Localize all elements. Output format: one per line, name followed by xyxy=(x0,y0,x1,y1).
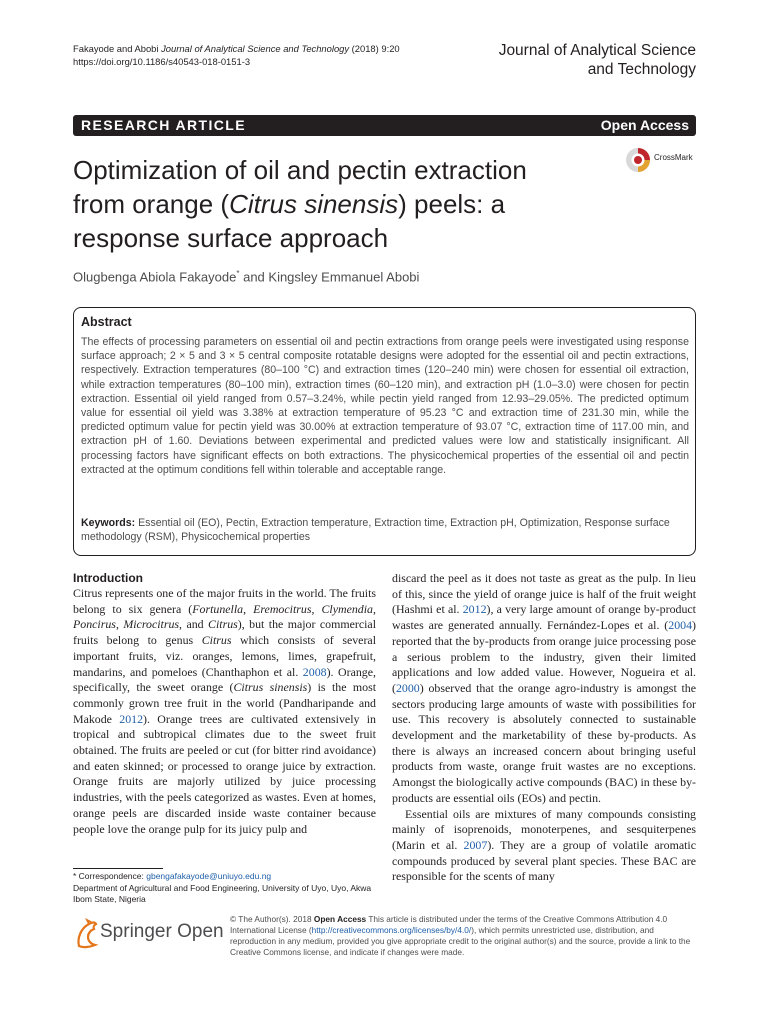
license-link[interactable]: http://creativecommons.org/licenses/by/4.0/ xyxy=(311,925,472,935)
keywords-label: Keywords: xyxy=(81,517,136,529)
text-run: ). Orange, specifically, the sweet orange ( xyxy=(73,664,376,695)
crossmark-label: CrossMark xyxy=(654,153,693,162)
text-run: which consists of several important fruits, viz. oranges, lemons, limes, grapefruit, mandarins, and pomeloes (Chanthaphon et al. xyxy=(73,633,376,679)
text-run: Essential oils are mixtures of many compounds consisting mainly of isoprenoids, monoterpenes, and sesquiterpenes (Marin et al. xyxy=(392,806,696,852)
text-run: Citrus xyxy=(208,617,238,632)
text-run: ), a very large amount of orange by-product wastes are generated annually. Fernández-Lopes et al. ( xyxy=(392,602,696,633)
keywords xyxy=(81,516,689,544)
correspondence-email[interactable]: gbengafakayode@uniuyo.edu.ng xyxy=(146,871,272,881)
text-run: Fortunella xyxy=(192,601,244,616)
journal-name xyxy=(499,41,696,79)
text-run: © The Author(s). 2018 xyxy=(230,914,314,924)
article-type-bar xyxy=(73,115,696,136)
citation-year-volume: (2018) 9:20 xyxy=(351,43,400,54)
text-run: ) reported that the by-products from orange juice processing pose a serious problem to the industry, given their limited applications and low added value. However, Nogueira et al. ( xyxy=(392,618,696,695)
title-line1: Optimization of oil and pectin extraction xyxy=(73,155,527,185)
author-1[interactable]: Olugbenga Abiola Fakayode xyxy=(73,269,237,285)
text-run: ), but the major commercial fruits belong to genus xyxy=(73,617,376,648)
intro-paragraph-1 xyxy=(73,586,376,837)
footnote-divider xyxy=(73,868,163,869)
citation-link[interactable]: 2008 xyxy=(302,664,327,679)
author-list xyxy=(73,265,419,286)
text-run: Poncirus xyxy=(73,617,116,632)
abstract-text: The effects of processing parameters on essential oil and pectin extractions from orange peels were investigated using response surface approach; 2 × 5 and 3 × 5 central composite rotatable designs were adopted for the essential oil and pectin extractions, respectively. Extraction temperatures (80–100 °C) and extraction times (120–240 min) were chosen for essential oil extraction, while extraction temperatures (80–100 min), extraction times (60–120 min), and extraction pH (1.0–3.0) were chosen for pectin extraction. Essential oil yield ranged from 0.57–3.24%, while pectin yield ranged from 12.93–29.05%. The predicted optimum value for essential oil yield was 3.38% at extraction temperature of 95.23 °C and extraction time of 231.30 min, while the predicted optimum value for pectin yield was 30.00% at extraction temperature of 93.07 °C, extraction time of 117.00 min, and extraction pH of 1.60. Deviations between experimental and predicted values were low and statistically insignificant. All processing factors have significant effects on both extractions. The physicochemical properties of the essential oil and pectin extracted at the optimum conditions fell within tolerable and acceptable range. xyxy=(81,336,689,476)
text-run: , xyxy=(311,601,322,616)
citation-header xyxy=(73,42,400,68)
doi-link[interactable]: https://doi.org/10.1186/s40543-018-0151-3 xyxy=(73,56,251,67)
intro-heading: Introduction xyxy=(73,571,143,585)
text-run: , xyxy=(115,617,124,632)
text-run: ). Orange trees are cultivated extensively in tropical and subtropical climates due to the sweet fruit obtained. The fruits are peeled or cut (for bitter rind avoidance) and eaten skinned; or processed to orange juice by extraction. Orange fruits are majorly utilized by juice processing industries, with the peels categorized as wastes. Even at homes, orange peels are discarded inside waste container because people love the orange pulp for its juicy pulp and xyxy=(73,711,376,836)
keywords-text: Essential oil (EO), Pectin, Extraction temperature, Extraction time, Extraction pH, Optimization, Response surface methodology (RSM), Physicochemical properties xyxy=(81,517,670,544)
abstract-heading: Abstract xyxy=(81,315,132,329)
text-run: ) observed that the orange agro-industry is amongst the sectors producing large amounts of waste with possibilities for use. This recovery is absolutely connected to sustainable development and the marketability of these by-products. As there is always an increased concern about bringing useful products from waste, orange fruit wastes are no exceptions. Amongst the biologically active compounds (BAC) in these by-products are essential oils (EOs) and pectin. xyxy=(392,680,696,805)
citation-link[interactable]: 2000 xyxy=(395,680,420,695)
affiliation: Department of Agricultural and Food Engineering, University of Uyo, Uyo, Akwa Ibom State, Nigeria xyxy=(73,882,372,904)
citation-authors: Fakayode and Abobi xyxy=(73,43,159,54)
springer-open-logo xyxy=(100,920,224,944)
text-run: Microcitrus xyxy=(123,617,180,632)
springer-word: Springer xyxy=(100,921,172,942)
journal-name-line1: Journal of Analytical Science xyxy=(498,42,696,59)
title-species: Citrus sinensis xyxy=(229,189,399,219)
footnote xyxy=(73,871,373,906)
column-left xyxy=(73,571,376,837)
correspondence-label: * Correspondence: xyxy=(73,871,147,881)
text-run: Eremocitrus xyxy=(253,601,312,616)
journal-name-line2: and Technology xyxy=(587,61,696,78)
title-line2a: from orange ( xyxy=(73,189,230,219)
corresponding-marker: * xyxy=(236,269,240,278)
text-run: Citrus sinensis xyxy=(233,680,308,695)
text-run: ) is the most commonly grown tree fruit in the world (Pandharipande and Makode xyxy=(73,680,376,726)
text-run: This article is distributed under the terms of the Creative Commons Attribution 4.0 International License ( xyxy=(230,914,668,935)
open-access-label: Open Access xyxy=(600,117,689,133)
license-notice xyxy=(230,914,700,958)
text-run: , xyxy=(373,601,376,616)
open-word: Open xyxy=(177,921,224,942)
abstract-box xyxy=(73,307,696,556)
citation-journal: Journal of Analytical Science and Technology xyxy=(161,43,350,54)
citation-link[interactable]: 2007 xyxy=(463,837,488,852)
citation-link[interactable]: 2012 xyxy=(119,711,144,726)
text-run: , xyxy=(243,601,254,616)
title-line3: response surface approach xyxy=(73,223,389,253)
text-run: ). They are a group of volatile aromatic compounds produced by several plant species. These BAC are responsible for the scents of many xyxy=(392,837,697,884)
citation-link[interactable]: 2004 xyxy=(668,618,693,633)
column-right xyxy=(392,571,696,885)
author-rest[interactable]: and Kingsley Emmanuel Abobi xyxy=(239,269,420,285)
text-run: Citrus xyxy=(201,633,232,648)
text-run: Clymendia xyxy=(321,601,373,616)
citation-link[interactable]: 2012 xyxy=(462,602,487,617)
text-run: ), which permits unrestricted use, distribution, and reproduction in any medium, provided you give appropriate credit to the original author(s) and the source, provide a link to the Creative Commons license, and indicate if changes were made. xyxy=(230,925,691,957)
article-type-label: RESEARCH ARTICLE xyxy=(81,117,246,133)
text-run: Citrus represents one of the major fruits in the world. The fruits belong to six genera ( xyxy=(73,586,376,616)
title-line2b: ) peels: a xyxy=(398,189,506,219)
intro-paragraph-2 xyxy=(392,571,696,807)
intro-paragraph-3 xyxy=(392,807,696,886)
text-run: , and xyxy=(179,617,209,632)
text-run: Open Access xyxy=(313,914,367,924)
article-title xyxy=(73,153,593,255)
text-run: discard the peel as it does not taste as great as the pulp. In lieu of this, since the yield of orange juice is half of the fruit weight (Hashmi et al. xyxy=(392,571,696,617)
